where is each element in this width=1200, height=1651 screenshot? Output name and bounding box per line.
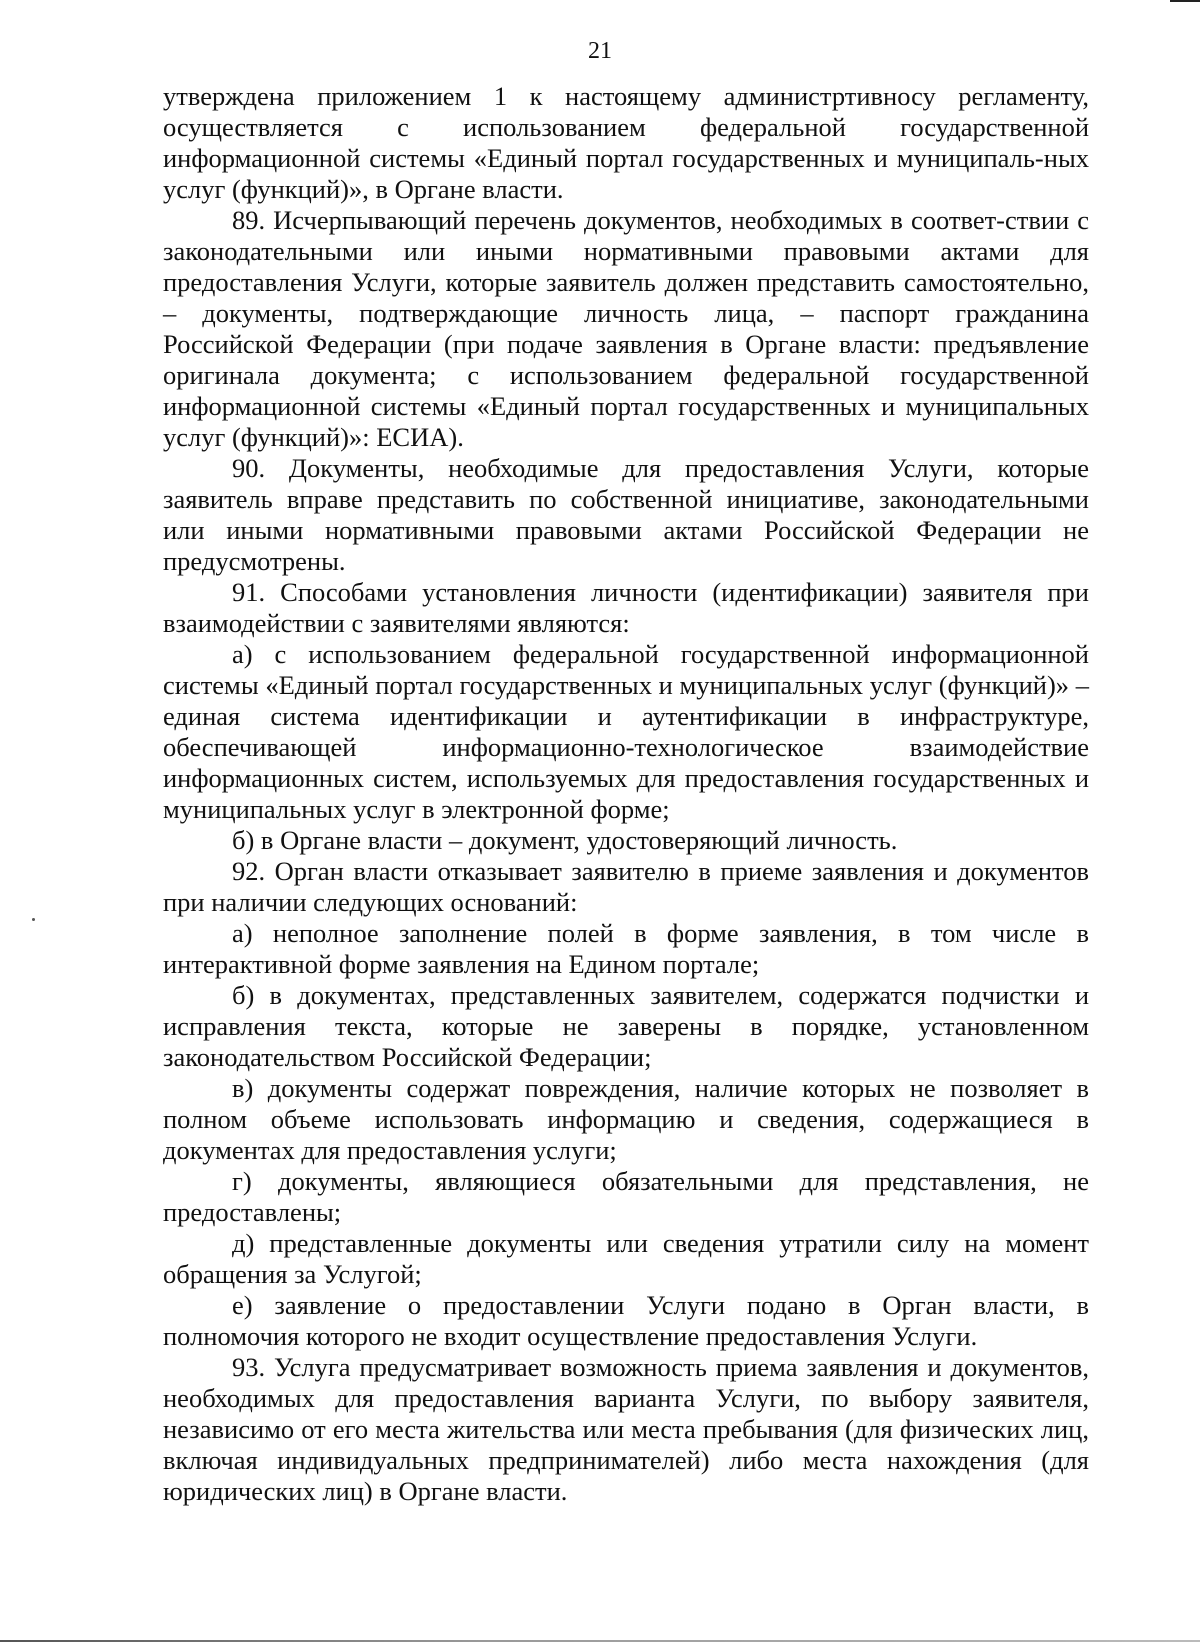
- scan-speck: [32, 918, 35, 921]
- paragraph-91-b: б) в Органе власти – документ, удостоверяющий личность.: [232, 825, 898, 855]
- page-number: 21: [588, 38, 612, 64]
- paragraph-92-b: б) в документах, представленных заявителем, содержатся подчистки и исправления текста, которые не заверены в порядке, установленном законодательством Российской Федерации;: [163, 980, 1089, 1072]
- paragraph-continuation: утверждена приложением 1 к настоящему администртивносу регламенту, осуществляется с использованием федеральной государственной информационной системы «Единый портал государственных и муниципаль-ных услуг (функций)», в Органе власти.: [163, 81, 1089, 204]
- paragraph-93: 93. Услуга предусматривает возможность приема заявления и документов, необходимых для предоставления варианта Услуги, по выбору заявителя, независимо от его места жительства или места пребывания (для физических лиц, включая индивидуальных предпринимателей) либо места нахождения (для юридических лиц) в Органе власти.: [163, 1352, 1089, 1506]
- paragraph-91-a: а) с использованием федеральной государственной информационной системы «Единый портал государственных и муниципальных услуг (функций)» – единая система идентификации и аутентификации в инфраструктуре, обеспечивающей информационно-технологическое взаимодействие информационных систем, используемых для предоставления государственных и муниципальных услуг в электронной форме;: [163, 639, 1089, 824]
- paragraph-92: 92. Орган власти отказывает заявителю в приеме заявления и документов при наличии следующих оснований:: [163, 856, 1089, 917]
- scan-edge-top: [1170, 0, 1200, 2]
- paragraph-89: 89. Исчерпывающий перечень документов, необходимых в соответ-ствии с законодательными или иными нормативными правовыми актами для предоставления Услуги, которые заявитель должен представить самостоятельно, – документы, подтверждающие личность лица, – паспорт гражданина Российской Федерации (при подаче заявления в Органе власти: предъявление оригинала документа; с использованием федеральной государственной информационной системы «Единый портал государственных и муниципальных услуг (функций)»: ЕСИА).: [163, 205, 1089, 452]
- paragraph-91: 91. Способами установления личности (идентификации) заявителя при взаимодействии с заявителями являются:: [163, 577, 1089, 638]
- paragraph-92-g: г) документы, являющиеся обязательными для представления, не предоставлены;: [163, 1166, 1089, 1227]
- document-body: [163, 81, 1089, 1507]
- paragraph-90: 90. Документы, необходимые для предоставления Услуги, которые заявитель вправе представить по собственной инициативе, законодательными или иными нормативными правовыми актами Российской Федерации не предусмотрены.: [163, 453, 1089, 576]
- paragraph-92-v: в) документы содержат повреждения, наличие которых не позволяет в полном объеме использовать информацию и сведения, содержащиеся в документах для предоставления услуги;: [163, 1073, 1089, 1165]
- scan-edge-bottom: [0, 1640, 1200, 1642]
- paragraph-92-d: д) представленные документы или сведения утратили силу на момент обращения за Услугой;: [163, 1228, 1089, 1289]
- paragraph-92-e: е) заявление о предоставлении Услуги подано в Орган власти, в полномочия которого не входит осуществление предоставления Услуги.: [163, 1290, 1089, 1351]
- paragraph-92-a: а) неполное заполнение полей в форме заявления, в том числе в интерактивной форме заявления на Едином портале;: [163, 918, 1089, 979]
